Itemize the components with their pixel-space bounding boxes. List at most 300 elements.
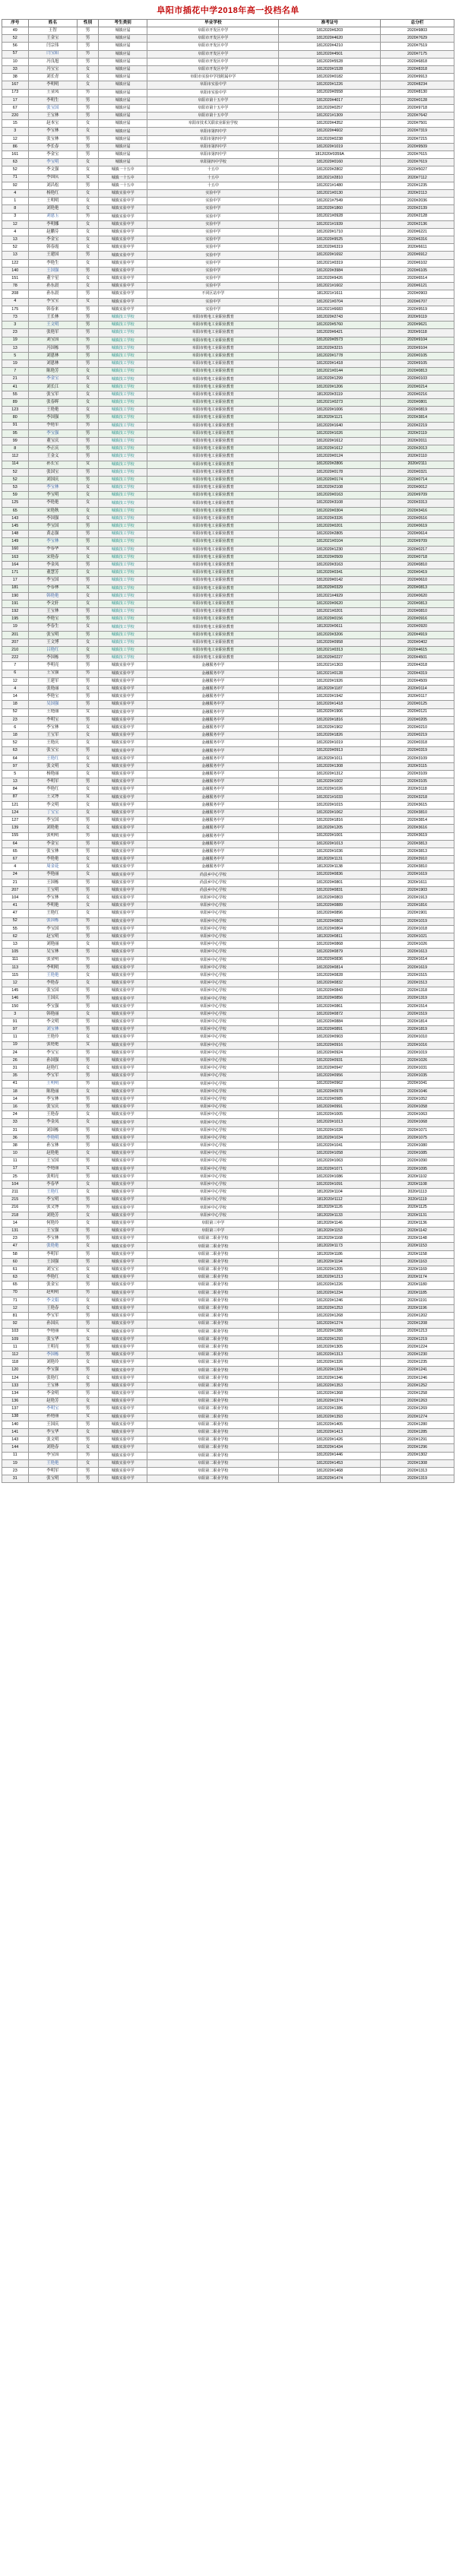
cell-idx: 63 bbox=[2, 1274, 29, 1282]
cell-name: 周金花 bbox=[28, 863, 78, 871]
table-row bbox=[2, 925, 454, 933]
cell-score: 2020#4501 bbox=[381, 654, 454, 662]
cell-idx: 19 bbox=[2, 337, 29, 344]
cell-name: 王艳丽 bbox=[28, 708, 78, 716]
cell-idx: 127 bbox=[2, 817, 29, 825]
cell-sex: 女 bbox=[78, 856, 99, 863]
cell-sex: 男 bbox=[78, 252, 99, 259]
cell-cat: 城镇一十五中 bbox=[98, 182, 147, 189]
cell-idx: 123 bbox=[2, 407, 29, 414]
cell-score: 2020#2111 bbox=[381, 461, 454, 468]
cell-school: 阜阳第二职业学校 bbox=[147, 1336, 279, 1343]
cell-name: 王智 bbox=[28, 27, 78, 35]
cell-exam: 1812020#0879 bbox=[279, 949, 381, 956]
cell-cat: 城镇实验中学 bbox=[98, 716, 147, 724]
cell-exam: 1812020#1034 bbox=[279, 1134, 381, 1142]
cell-exam: 1812020#0916 bbox=[279, 1041, 381, 1049]
cell-score: 2020#0321 bbox=[381, 468, 454, 476]
cell-sex: 男 bbox=[78, 956, 99, 964]
cell-score: 2020#1235 bbox=[381, 182, 454, 189]
cell-idx: 8 bbox=[2, 445, 29, 453]
cell-sex: 男 bbox=[78, 670, 99, 677]
cell-sex: 男 bbox=[78, 414, 99, 422]
table-row bbox=[2, 941, 454, 949]
cell-name: 李明宝 bbox=[28, 716, 78, 724]
cell-school: 阜阳乡中心学校 bbox=[147, 956, 279, 964]
cell-school: 阜阳市开发区中学 bbox=[147, 50, 279, 58]
cell-exam: 1812020#6421 bbox=[279, 329, 381, 337]
cell-score: 2020#1308 bbox=[381, 1459, 454, 1467]
cell-cat: 城镇应届 bbox=[98, 143, 147, 151]
cell-score: 2020#3615 bbox=[381, 801, 454, 809]
cell-exam: 1812020#2743 bbox=[279, 313, 381, 321]
cell-cat: 城镇实验中学 bbox=[98, 1413, 147, 1421]
cell-score: 2020#9803 bbox=[381, 27, 454, 35]
cell-school: 金融服务中学 bbox=[147, 794, 279, 801]
cell-score: 2020#1285 bbox=[381, 1428, 454, 1436]
cell-idx: 12 bbox=[2, 220, 29, 228]
cell-idx: 64 bbox=[2, 840, 29, 848]
cell-exam: 1812021#1303 bbox=[279, 662, 381, 670]
cell-sex: 女 bbox=[78, 128, 99, 135]
cell-cat: 城镇实验中学 bbox=[98, 786, 147, 794]
cell-sex: 女 bbox=[78, 825, 99, 832]
cell-sex: 男 bbox=[78, 1095, 99, 1103]
table-row bbox=[2, 1010, 454, 1018]
cell-cat: 城镇实验中学 bbox=[98, 1258, 147, 1266]
cell-sex: 男 bbox=[78, 337, 99, 344]
cell-score: 2020#2110 bbox=[381, 453, 454, 461]
cell-score: 2020#9709 bbox=[381, 538, 454, 546]
cell-cat: 城镇实验中学 bbox=[98, 902, 147, 910]
cell-school: 阜阳市机电工业职业教育 bbox=[147, 538, 279, 546]
cell-cat: 城镇实验中学 bbox=[98, 213, 147, 220]
cell-cat: 城镇实验中学 bbox=[98, 1065, 147, 1073]
cell-idx: 24 bbox=[2, 1111, 29, 1119]
cell-score: 2020#1913 bbox=[381, 895, 454, 902]
cell-exam: 1812020#1226 bbox=[279, 81, 381, 89]
cell-name: 王宝强 bbox=[28, 1228, 78, 1235]
cell-idx: 161 bbox=[2, 151, 29, 159]
cell-school: 阜阳乡中心学校 bbox=[147, 1111, 279, 1119]
cell-score: 2020#3616 bbox=[381, 825, 454, 832]
cell-score: 2020#1068 bbox=[381, 1119, 454, 1126]
cell-sex: 男 bbox=[78, 832, 99, 840]
cell-sex: 男 bbox=[78, 352, 99, 360]
table-row bbox=[2, 306, 454, 313]
cell-idx: 91 bbox=[2, 1019, 29, 1026]
table-row bbox=[2, 429, 454, 437]
cell-idx: 89 bbox=[2, 399, 29, 407]
cell-score: 2020#1258 bbox=[381, 1390, 454, 1398]
cell-sex: 男 bbox=[78, 1421, 99, 1428]
cell-exam: 1812020#1413 bbox=[279, 1428, 381, 1436]
cell-score: 2020#1071 bbox=[381, 1126, 454, 1134]
cell-name: 李艳军 bbox=[28, 422, 78, 429]
cell-idx: 3 bbox=[2, 1010, 29, 1018]
cell-name: 孙东晨 bbox=[28, 290, 78, 298]
cell-name: 李春林 bbox=[28, 585, 78, 592]
cell-score: 2020#1514 bbox=[381, 1003, 454, 1010]
cell-idx: 216 bbox=[2, 1204, 29, 1212]
cell-idx: 11 bbox=[2, 1034, 29, 1041]
cell-name: 孙长宝 bbox=[28, 461, 78, 468]
cell-sex: 男 bbox=[78, 995, 99, 1003]
table-row bbox=[2, 1057, 454, 1064]
cell-score: 2020#1018 bbox=[381, 925, 454, 933]
cell-cat: 城镇实验中学 bbox=[98, 1034, 147, 1041]
cell-sex: 女 bbox=[78, 638, 99, 646]
cell-school: 阜阳第二职业学校 bbox=[147, 1304, 279, 1312]
table-row bbox=[2, 1228, 454, 1235]
col-category: 考生类别 bbox=[98, 20, 147, 27]
cell-idx: 5 bbox=[2, 352, 29, 360]
cell-cat: 城镇实验中学 bbox=[98, 1228, 147, 1235]
cell-exam: 1812020#0238 bbox=[279, 135, 381, 143]
cell-idx: 65 bbox=[2, 848, 29, 855]
cell-sex: 男 bbox=[78, 616, 99, 623]
table-row bbox=[2, 654, 454, 662]
cell-score: 2020#1125 bbox=[381, 1204, 454, 1212]
cell-name: 张春晖 bbox=[28, 399, 78, 407]
cell-cat: 城镇应届 bbox=[98, 104, 147, 112]
cell-score: 2020#1196 bbox=[381, 1304, 454, 1312]
cell-score: 2020#3218 bbox=[381, 794, 454, 801]
cell-score: 2020#1019 bbox=[381, 1049, 454, 1057]
cell-sex: 女 bbox=[78, 1041, 99, 1049]
cell-name: 张艳艳 bbox=[28, 1243, 78, 1250]
cell-sex: 女 bbox=[78, 623, 99, 631]
table-row bbox=[2, 1459, 454, 1467]
cell-exam: 1812020#1710 bbox=[279, 228, 381, 236]
cell-school: 阜阳市机电工业职业教育 bbox=[147, 461, 279, 468]
cell-exam: 1812020#0178 bbox=[279, 468, 381, 476]
cell-exam: 1812020#1293 bbox=[279, 1336, 381, 1343]
cell-school: 金融服务中学 bbox=[147, 771, 279, 778]
cell-cat: 城镇实验中学 bbox=[98, 1196, 147, 1204]
cell-cat: 城镇实验中学 bbox=[98, 832, 147, 840]
cell-exam: 1812020#1405 bbox=[279, 1421, 381, 1428]
cell-idx: 109 bbox=[2, 1336, 29, 1343]
cell-score: 2020#1224 bbox=[381, 1343, 454, 1351]
cell-cat: 城镇技工学校 bbox=[98, 329, 147, 337]
cell-exam: 1812021#0273 bbox=[279, 399, 381, 407]
table-row bbox=[2, 1328, 454, 1336]
cell-cat: 城镇技工学校 bbox=[98, 616, 147, 623]
cell-score: 2020#1319 bbox=[381, 1475, 454, 1483]
cell-name: 刘艳玲 bbox=[28, 1359, 78, 1367]
cell-cat: 城镇实验中学 bbox=[98, 933, 147, 940]
cell-idx: 18 bbox=[2, 1088, 29, 1095]
table-row bbox=[2, 964, 454, 971]
cell-school: 阜阳第二职业学校 bbox=[147, 1274, 279, 1282]
cell-sex: 女 bbox=[78, 941, 99, 949]
cell-cat: 城镇技工学校 bbox=[98, 608, 147, 616]
cell-cat: 城镇技工学校 bbox=[98, 484, 147, 492]
table-row bbox=[2, 987, 454, 995]
table-row bbox=[2, 1266, 454, 1274]
cell-sex: 男 bbox=[78, 1367, 99, 1374]
cell-cat: 城镇应届 bbox=[98, 89, 147, 97]
cell-cat: 城镇实验中学 bbox=[98, 755, 147, 762]
table-row bbox=[2, 1390, 454, 1398]
table-row bbox=[2, 701, 454, 708]
cell-exam: 1812020#0227 bbox=[279, 654, 381, 662]
cell-cat: 城镇技工学校 bbox=[98, 538, 147, 546]
cell-sex: 男 bbox=[78, 1104, 99, 1111]
cell-idx: 111 bbox=[2, 956, 29, 964]
table-row bbox=[2, 956, 454, 964]
cell-name: 王国强 bbox=[28, 1258, 78, 1266]
cell-score: 2020#7319 bbox=[381, 128, 454, 135]
cell-sex: 男 bbox=[78, 1049, 99, 1057]
table-row bbox=[2, 1088, 454, 1095]
cell-idx: 4 bbox=[2, 189, 29, 197]
cell-exam: 1812020#0896 bbox=[279, 910, 381, 917]
cell-exam: 1812021#0704 bbox=[279, 298, 381, 306]
cell-school: 尚县乡中心学校 bbox=[147, 879, 279, 886]
cell-sex: 男 bbox=[78, 949, 99, 956]
cell-sex: 女 bbox=[78, 461, 99, 468]
cell-cat: 城镇实验中学 bbox=[98, 971, 147, 979]
cell-sex: 男 bbox=[78, 322, 99, 329]
cell-exam: 1812020#1133 bbox=[279, 1212, 381, 1219]
cell-score: 2020#0117 bbox=[381, 693, 454, 701]
cell-score: 2020#2119 bbox=[381, 429, 454, 437]
table-row bbox=[2, 135, 454, 143]
cell-exam: 1812020#1453 bbox=[279, 1459, 381, 1467]
cell-score: 2020#0619 bbox=[381, 523, 454, 531]
col-index: 序号 bbox=[2, 20, 29, 27]
table-row bbox=[2, 538, 454, 546]
cell-idx: 23 bbox=[2, 716, 29, 724]
cell-idx: 113 bbox=[2, 964, 29, 971]
cell-idx: 65 bbox=[2, 1282, 29, 1289]
cell-name: 冯良旭 bbox=[28, 58, 78, 65]
cell-cat: 城镇实验中学 bbox=[98, 941, 147, 949]
cell-cat: 城镇实验中学 bbox=[98, 1158, 147, 1165]
cell-cat: 城镇实验中学 bbox=[98, 1328, 147, 1336]
table-row bbox=[2, 1467, 454, 1475]
cell-cat: 城镇实验中学 bbox=[98, 1382, 147, 1389]
cell-score: 2020#1274 bbox=[381, 1413, 454, 1421]
cell-score: 2020#1235 bbox=[381, 1359, 454, 1367]
cell-sex: 女 bbox=[78, 407, 99, 414]
cell-name: 刘艳春 bbox=[28, 1444, 78, 1452]
cell-score: 2020#0125 bbox=[381, 701, 454, 708]
cell-sex: 男 bbox=[78, 290, 99, 298]
cell-school: 实验中学 bbox=[147, 198, 279, 205]
cell-sex: 男 bbox=[78, 1258, 99, 1266]
cell-sex: 女 bbox=[78, 647, 99, 654]
cell-score: 2020#0718 bbox=[381, 553, 454, 561]
cell-school: 阜阳市开发区中学 bbox=[147, 27, 279, 35]
cell-cat: 城镇实验中学 bbox=[98, 1421, 147, 1428]
cell-exam: 1812020#1778 bbox=[279, 352, 381, 360]
cell-cat: 城镇实验中学 bbox=[98, 267, 147, 274]
cell-name: 王国强 bbox=[28, 267, 78, 274]
cell-score: 2020#1814 bbox=[381, 1019, 454, 1026]
cell-idx: 52 bbox=[2, 708, 29, 716]
cell-school: 阜阳乡中心学校 bbox=[147, 1088, 279, 1095]
table-row bbox=[2, 1444, 454, 1452]
cell-cat: 城镇实验中学 bbox=[98, 1243, 147, 1250]
cell-exam: 1812020#1026 bbox=[279, 429, 381, 437]
cell-score: 2020#6121 bbox=[381, 283, 454, 290]
cell-idx: 52 bbox=[2, 244, 29, 252]
cell-exam: 1812020#1206 bbox=[279, 383, 381, 391]
cell-exam: 1812020#6319 bbox=[279, 244, 381, 252]
table-row bbox=[2, 1405, 454, 1413]
cell-sex: 男 bbox=[78, 778, 99, 786]
cell-score: 2020#0819 bbox=[381, 407, 454, 414]
cell-idx: 60 bbox=[2, 1258, 29, 1266]
cell-idx: 87 bbox=[2, 794, 29, 801]
cell-idx: 13 bbox=[2, 236, 29, 244]
table-row bbox=[2, 886, 454, 894]
table-row bbox=[2, 1258, 454, 1266]
cell-idx: 19 bbox=[2, 1459, 29, 1467]
cell-cat: 城镇实验中学 bbox=[98, 1080, 147, 1088]
cell-exam: 1812021#4929 bbox=[279, 592, 381, 600]
cell-name: 李长春 bbox=[28, 143, 78, 151]
cell-score: 2020#7519 bbox=[381, 43, 454, 50]
cell-exam: 1812020#1013 bbox=[279, 1119, 381, 1126]
cell-name: 张宝林 bbox=[28, 848, 78, 855]
cell-name: 陈艳芳 bbox=[28, 368, 78, 375]
cell-score: 2020#1611 bbox=[381, 879, 454, 886]
cell-school: 实验中学 bbox=[147, 213, 279, 220]
cell-idx: 97 bbox=[2, 1026, 29, 1034]
cell-cat: 城镇实验中学 bbox=[98, 771, 147, 778]
cell-school: 阜阳第二职业学校 bbox=[147, 1258, 279, 1266]
cell-exam: 1812020#0620 bbox=[279, 600, 381, 607]
cell-idx: 19 bbox=[2, 360, 29, 368]
cell-score: 2020#3619 bbox=[381, 832, 454, 840]
cell-score: 2020#0318 bbox=[381, 740, 454, 747]
cell-sex: 女 bbox=[78, 1359, 99, 1367]
cell-idx: 26 bbox=[2, 1057, 29, 1064]
cell-cat: 城镇实验中学 bbox=[98, 1351, 147, 1359]
cell-score: 2020#1202 bbox=[381, 1313, 454, 1320]
table-row bbox=[2, 1189, 454, 1196]
cell-cat: 城镇技工学校 bbox=[98, 375, 147, 383]
cell-idx: 52 bbox=[2, 917, 29, 925]
cell-name: 李宝林 bbox=[28, 1095, 78, 1103]
cell-score: 2020#1035 bbox=[381, 1073, 454, 1080]
cell-exam: 1812020#0889 bbox=[279, 902, 381, 910]
table-row bbox=[2, 1034, 454, 1041]
cell-sex: 男 bbox=[78, 476, 99, 483]
cell-school: 阜阳市机电工业职业教育 bbox=[147, 422, 279, 429]
cell-score: 2020#0402 bbox=[381, 638, 454, 646]
cell-school: 实验中学 bbox=[147, 275, 279, 283]
cell-idx: 11 bbox=[2, 1343, 29, 1351]
cell-school: 金融服务中学 bbox=[147, 762, 279, 770]
cell-cat: 城镇实验中学 bbox=[98, 189, 147, 197]
cell-name: 张宝国 bbox=[28, 987, 78, 995]
cell-school: 阜阳第二职业学校 bbox=[147, 1282, 279, 1289]
cell-name: 李金凤 bbox=[28, 561, 78, 569]
cell-school: 阜阳市第四中学 bbox=[147, 135, 279, 143]
cell-name: 王金凤 bbox=[28, 89, 78, 97]
cell-sex: 男 bbox=[78, 1467, 99, 1475]
cell-score: 2020#3810 bbox=[381, 809, 454, 816]
cell-school: 阜阳第二职业学校 bbox=[147, 1428, 279, 1436]
cell-school: 阜阳乡中心学校 bbox=[147, 1165, 279, 1173]
cell-sex: 女 bbox=[78, 732, 99, 740]
cell-name: 李金宝 bbox=[28, 375, 78, 383]
cell-cat: 城镇实验中学 bbox=[98, 925, 147, 933]
cell-idx: 14 bbox=[2, 1095, 29, 1103]
cell-cat: 城镇实验中学 bbox=[98, 740, 147, 747]
cell-idx: 137 bbox=[2, 1405, 29, 1413]
cell-cat: 城镇技工学校 bbox=[98, 383, 147, 391]
cell-school: 阜阳市机电工业职业教育 bbox=[147, 585, 279, 592]
cell-school: 阜阳市机电工业职业教育 bbox=[147, 600, 279, 607]
cell-name: 李艳红 bbox=[28, 786, 78, 794]
cell-name: 李国栋 bbox=[28, 1351, 78, 1359]
cell-score: 2020#3416 bbox=[381, 507, 454, 515]
cell-school: 阜阳乡中心学校 bbox=[147, 1158, 279, 1165]
cell-exam: 1812020#1474 bbox=[279, 1475, 381, 1483]
cell-exam: 1812020#0931 bbox=[279, 1057, 381, 1064]
cell-score: 2020#1063 bbox=[381, 1111, 454, 1119]
cell-score: 2020#9118 bbox=[381, 329, 454, 337]
cell-school: 阜阳市机电工业职业教育 bbox=[147, 445, 279, 453]
cell-idx: 13 bbox=[2, 252, 29, 259]
table-row bbox=[2, 43, 454, 50]
cell-score: 2020#4319 bbox=[381, 670, 454, 677]
cell-exam: 1812020#0978 bbox=[279, 1088, 381, 1095]
cell-school: 金融服务中学 bbox=[147, 685, 279, 692]
cell-idx: 31 bbox=[2, 1126, 29, 1134]
cell-cat: 城镇实验中学 bbox=[98, 701, 147, 708]
cell-exam: 1812020#0836 bbox=[279, 871, 381, 879]
cell-school: 阜阳第二职业学校 bbox=[147, 1313, 279, 1320]
cell-score: 2020#1108 bbox=[381, 1180, 454, 1188]
table-row bbox=[2, 917, 454, 925]
cell-score: 2020#1280 bbox=[381, 1421, 454, 1428]
cell-cat: 城镇实验中学 bbox=[98, 1467, 147, 1475]
cell-idx: 19 bbox=[2, 1041, 29, 1049]
cell-cat: 城镇技工学校 bbox=[98, 391, 147, 398]
cell-sex: 女 bbox=[78, 569, 99, 577]
table-row bbox=[2, 174, 454, 182]
cell-cat: 城镇技工学校 bbox=[98, 368, 147, 375]
cell-idx: 112 bbox=[2, 453, 29, 461]
cell-name: 董宇星 bbox=[28, 275, 78, 283]
cell-name: 闫宗伟 bbox=[28, 43, 78, 50]
cell-idx: 41 bbox=[2, 902, 29, 910]
cell-score: 2020#2113 bbox=[381, 189, 454, 197]
cell-idx: 4 bbox=[2, 228, 29, 236]
cell-sex: 男 bbox=[78, 182, 99, 189]
cell-name: 王文博 bbox=[28, 638, 78, 646]
cell-exam: 1812020#0160 bbox=[279, 159, 381, 166]
cell-sex: 女 bbox=[78, 65, 99, 73]
cell-score: 2020#1136 bbox=[381, 1219, 454, 1227]
cell-exam: 1812020#1353 bbox=[279, 1382, 381, 1389]
cell-exam: 1812020#1112 bbox=[279, 1196, 381, 1204]
cell-name: 王宝国 bbox=[28, 1158, 78, 1165]
cell-exam: 1812020#1153 bbox=[279, 1228, 381, 1235]
cell-idx: 91 bbox=[2, 422, 29, 429]
cell-name: 陈艳丽 bbox=[28, 1088, 78, 1095]
cell-name: 宋艳春 bbox=[28, 553, 78, 561]
table-row bbox=[2, 337, 454, 344]
cell-sex: 男 bbox=[78, 1173, 99, 1180]
